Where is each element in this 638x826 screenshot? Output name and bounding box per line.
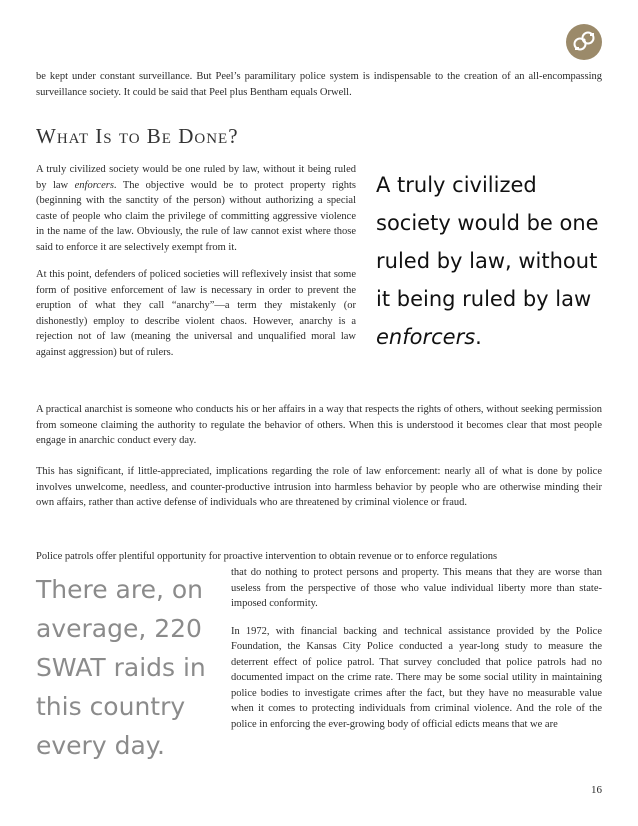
logo-badge [566,24,602,60]
handcuffs-icon [566,24,602,60]
paragraph-patrols-lead: Police patrols offer plentiful opportunity for proactive intervention to obtain revenue or to enforce regulations [36,551,498,562]
right-column [231,565,602,744]
paragraph-significance: This has significant, if little-appreciated, implications regarding the role of law enforcement: nearly all of what is done by police involves unwelcome, needless, and counter-productive intrusion into harmless behavior by people who are otherwise minding their own affairs, rather than active defense of individuals who are threatened by criminal violence or fraud. [36,466,602,508]
paragraph-patrols-rest: that do nothing to protect persons and property. This means that they are worse than useless from the perspective of those who value individual liberty more than state-imposed conformity. [231,567,602,609]
intro-paragraph: be kept under constant surveillance. But Peel’s paramilitary police system is indispensable to the creation of an all-encompassing surveillance society. It could be said that Peel plus Bentham equals Orwell. [36,71,602,98]
pull-quote-civilized: A truly civilized society would be one ruled by law, without it being ruled by law enforcers. [376,173,599,349]
section-heading: What Is to Be Done? [36,124,239,148]
paragraph-defenders: At this point, defenders of policed societies will reflexively insist that some form of positive enforcement of law is necessary in order to prevent the eruption of what they call “anarchy”—a term they mistakenly (or dishonestly) employ to describe violent chaos. However, anarchy is a rejection not of law (meaning the universal and unqualified moral law against aggression) but of rulers. [36,269,356,358]
left-column [36,162,356,372]
pull-quote-swat: There are, on average, 220 SWAT raids in this country every day. [36,575,206,760]
page-number: 16 [591,784,602,796]
paragraph-kansas-city: In 1972, with financial backing and technical assistance provided by the Police Foundation, the Kansas City Police conducted a year-long study to measure the deterrent effect of police patrol. That survey concluded that police patrols had no documented impact on the crime rate. There may be some social utility in maintaining police bodies to investigate crimes after the fact, but they have no measurable value when it comes to protecting individuals from criminal violence. And the role of the police in enforcing the ever-growing body of official edicts means that we are [231,625,602,730]
paragraph-civilized-society: A truly civilized society would be one ruled by law, without it being ruled by law enforcers. The objective would be to protect property rights (beginning with the sanctity of the person) without authorizing a special caste of people who claim the privilege of committing aggressive violence in the name of the law. Obviously, the rule of law cannot exist where those said to enforce it are selectively exempt from it. [36,164,356,253]
paragraph-practical-anarchist: A practical anarchist is someone who conducts his or her affairs in a way that respects the rights of others, without seeking permission from someone claiming the authority to regulate the behavior of others. When this is understood it becomes clear that most people engage in anarchic conduct every day. [36,404,602,446]
